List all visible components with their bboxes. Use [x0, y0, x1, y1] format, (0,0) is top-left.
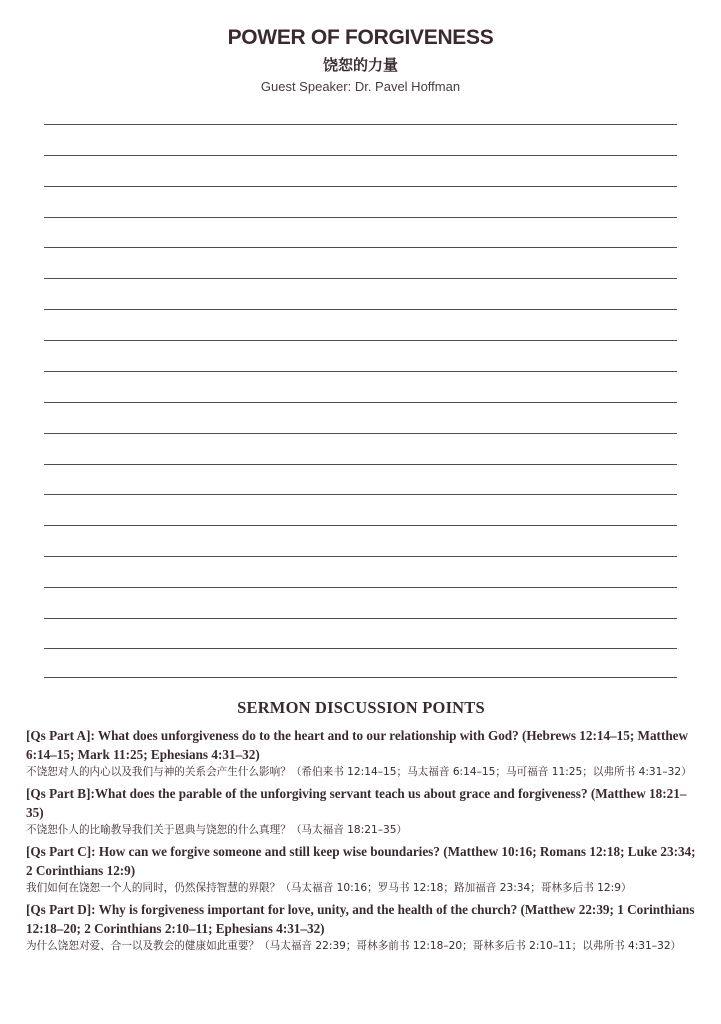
discussion-section [26, 698, 696, 958]
note-line [44, 587, 677, 588]
note-line [44, 618, 677, 619]
page-title: POWER OF FORGIVENESS [227, 26, 494, 49]
note-line [44, 186, 677, 187]
question-part-c [26, 842, 696, 897]
page-subtitle-chinese: 饶恕的力量 [322, 56, 398, 74]
note-line [44, 402, 677, 403]
note-line [44, 556, 677, 557]
guest-speaker: Guest Speaker: Dr. Pavel Hoffman [260, 79, 461, 94]
notes-lines [44, 0, 677, 680]
note-line [44, 371, 677, 372]
question-part-a [26, 726, 696, 781]
note-line [44, 433, 677, 434]
question-part-b [26, 784, 696, 839]
question-chinese: 为什么饶恕对爱、合一以及教会的健康如此重要？（马太福音 22:39；哥林多前书 12:18–20；哥林多后书 2:10–11；以弗所书 4:31–32） [26, 940, 682, 952]
question-chinese: 不饶恕对人的内心以及我们与神的关系会产生什么影响？（希伯来书 12:14–15；马太福音 6:14–15；马可福音 11:25；以弗所书 4:31–32） [26, 766, 692, 778]
question-chinese: 不饶恕仆人的比喻教导我们关于恩典与饶恕的什么真理？（马太福音 18:21–35） [26, 824, 408, 836]
question-chinese: 我们如何在饶恕一个人的同时，仍然保持智慧的界限？（马太福音 10:16；罗马书 12:18；路加福音 23:34；哥林多后书 12:9） [26, 882, 632, 894]
question-english: [Qs Part C]: How can we forgive someone and still keep wise boundaries? (Matthew 10:16; Romans 12:18; Luke 23:34; 2 Corinthians 12:9) [26, 844, 696, 878]
note-line [44, 124, 677, 125]
note-line [44, 648, 677, 649]
note-line [44, 247, 677, 248]
note-line [44, 464, 677, 465]
note-line [44, 677, 677, 678]
discussion-title: SERMON DISCUSSION POINTS [237, 698, 485, 717]
note-line [44, 309, 677, 310]
question-english: [Qs Part D]: Why is forgiveness important for love, unity, and the health of the church? (Matthew 22:39; 1 Corinthians 12:18–20; 2 Corinthians 2:10–11; Ephesians 4:31–32) [26, 902, 695, 936]
note-line [44, 278, 677, 279]
note-line [44, 494, 677, 495]
note-line [44, 217, 677, 218]
note-line [44, 155, 677, 156]
note-line [44, 340, 677, 341]
question-english: [Qs Part A]: What does unforgiveness do to the heart and to our relationship with God? (Hebrews 12:14–15; Matthew 6:14–15; Mark 11:25; Ephesians 4:31–32) [26, 728, 689, 762]
question-english: [Qs Part B]:What does the parable of the unforgiving servant teach us about grace and forgiveness? (Matthew 18:21–35) [26, 786, 687, 820]
question-part-d [26, 900, 696, 955]
note-line [44, 525, 677, 526]
